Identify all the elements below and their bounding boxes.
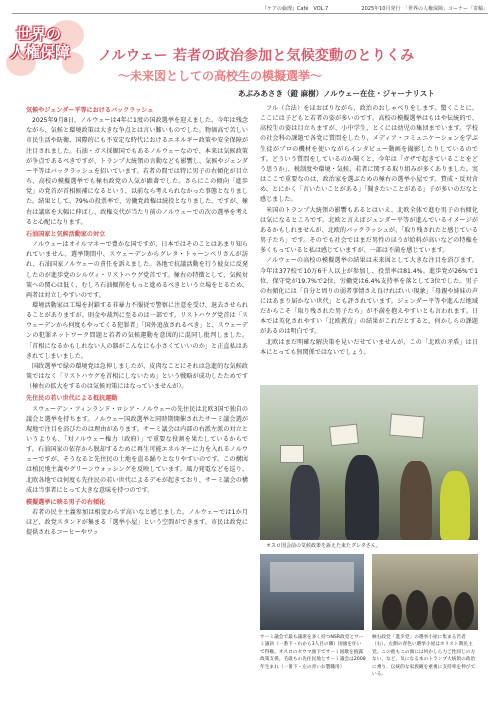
photo-sami-parliament: [260, 554, 364, 630]
paragraph: 若者の民主主義参加は相変わらず高いなと感じました。ノルウェーでは1か月ほど、政党スタンドが集まる「選挙小屋」という空間ができます。市民は政党に提供されるコーヒーやワッ: [26, 509, 248, 537]
section-heading: 先住民の若い世代による抵抗運動: [26, 395, 118, 403]
header-section: 2025年10月発行 「世界の人権保障」コーナー「寄稿」: [361, 6, 488, 12]
paragraph: ノルウェーの高校の模擬選挙の結果は未来図として大きな注目を浴びます。今年は377校で10万6千人以上が参加し、投票率は81.4%。進歩党が26%で1位、保守党が19.7%で2位、労働党は6.4%支持率を落として3位でした。男子の右傾化には「自分と周りの弱者事情さえ良ければいい現象」「母親や姉妹の声にはあまり届かない世代」とも評されています。ジェンダー平等や進んだ地域だからこそ「取り残された男子たち」が不満を抱えやすいとも言われます。日本では英化されやすい「北欧教育」の結果がこれだとすると、何かしらの課題があるのは明白です。: [260, 257, 478, 336]
article-title: ノルウェー 若者の政治参加と気候変動のとりくみ: [98, 48, 415, 64]
crowd-figure: [454, 592, 474, 630]
paragraph: 環境活動家は工場を封鎖する非暴力不服従で警察に注意を受け、退去させられることがありますが、則金や裁判に至るのは一部です。リストハウグ党首は「スウェーデンから何度もやってくる犯罪者」「国外追放されるべき」と、スウェーデンの犯罪ネットワーク問題と若者の気候運動を意図的に混同し批判しました。「首相になるかもしれない人の器がこんなにも小さくていいのか」と正直私はあきれてしまいました。: [26, 301, 248, 360]
photo-caption-main: オスロ国会前の気候政策を訴えた束たグレタさん。: [266, 543, 382, 549]
stage-screen: [270, 562, 354, 592]
paragraph: スウェーデン・フィンランド・ロシア・ノルウェーの先住民は北欧3国で独自の議会と選挙を持ちます。ノルウェー国政選挙と同時期開催されたサーミ議会選が現地で注目を浴びたのは理由があります。サーミ議会は内部の右派左派の対立というよりも、「対ノルウェー権力（政府）」で重要な役割を果たしているからです。石油国家の依存から脱却するために再生可能エネルギーに力を入れるノルウェーですが、そうなると先住民の土地を盗る踊りとなりやすいのです。この構図は植民地主義やグリーンウォッシングを反映しています。風力発電などを巡り、北欧各地では何度も先住民の若い世代によるデモが起きており、サーミ議会の構成は当事者にとって大きな意味を持つのです。: [26, 405, 248, 494]
article-subtitle: ～未来図としての高校生の模擬選挙～: [118, 69, 323, 83]
crowd-figure: [432, 596, 452, 630]
badge-line-1: 世界の: [16, 25, 62, 43]
protest-sign: [329, 424, 359, 447]
header-issue: 『ケアの倫理』Café VOL.7: [262, 6, 329, 12]
right-column: [260, 104, 478, 358]
paragraph: 2025年9月8日、ノルウェーは4年に1度の国政選挙を迎えました。今年は残念ながら、気候と環境政策は大きな争点とは言い難いものでした。物価高で苦しい市民生活や防衛、国際的にも不安定な時代におけるエネルギー政策や安全保障が注目されました。石油・ガス採掘国でもあるノルウェーなので、本来は気候政策が争点であるべきですが、トランプ大統領の言動なども影響し、気候やジェンダー平等はバックラッシュを招いています。若者の間では特に男子の右傾化が目立ち、高校の模擬選挙でも極右政党の人気が顕著でした。さらにこの傾向「進歩党」の党首が首相候補になるという、以前なら考えられなかった事態となりました。結果として、79%の投票率で、労働党政権は続投となりました。ですが、極右は議席を大幅に伸ばし、政権交代が当たり前のノルウェーでの次の選挙を考えると心配になります。: [26, 117, 248, 226]
section-heading: 石油国家と気候活動家の対立: [26, 230, 106, 238]
paragraph: 米国のトランプ大統領の影響もあるとはいえ、北欧全体で進む男子の右傾化は気になるところです。北欧と言えばジェンダー平等が進んでいるイメージがあるかもしれませんが、北欧的バックラッシュが、「取り残されたと感じている男子たち」です。そのでも社会ではまだ男性のほうが給料が高いなどの特権を多くもっていると私は感じていますが、一部は不満を感じています。: [260, 206, 478, 255]
crowd-figure: [382, 594, 402, 630]
protest-sign: [280, 445, 304, 463]
section-heading: 模擬選挙に映る男子の右傾化: [26, 498, 106, 506]
paragraph: フル（合法）をほおばりながら、政治のおしゃべりをします。驚くことに、ここには子どもと若者の姿が多いのです。高校の模擬選挙はもはや伝統的で、高校生の姿は目立ちますが、小中学生、とくには幼児の集団までいます。学校の社会科の課題で各党に質問をしたり、メディア・コミュニケーションを学ぶ生徒がプロの機材を使いながらインタビュー動画を撮影したりしているのです。どういう質問をしているのか聞くと、今年は「ガザで起きていることをどう思うか」、税制度や環境・気候、若者に関する取り組みが多くありました。実はここで重要なのは、政治家を選ぶための極右の選挙小屋です。賛成・反対含め、とにかく「言いたいことがある」「聞きたいことがある」子が多いのだなと感じました。: [260, 105, 478, 204]
section-badge: [10, 20, 88, 78]
crowd-figure: [406, 590, 428, 630]
paragraph: ノルウェーはオイルマネーで豊かな国ですが、日本ではそのことはあまり知られていません。選挙期間中、スウェーデンからグレタ・トゥーンベリさんが訪れ、石油国家ノルウェーの責任を訴えました。各地で抗議活動を行う彼女に反発したのが進歩党のシルヴィ・リストハウグ党首です。極右の特徴として、気候対策への関心は低く、むしろ石油掘削をもっと進めるべきという立場をとるため、両者は対立しやすいのです。: [26, 241, 248, 299]
photo-election-hut: [372, 554, 478, 630]
photo-caption-sami: サーミ議会で最も議席を多く持つNSR政党とサーミ議員（一番下・右から3人目の隣）国旗を住いで得権。オスロのセウマ旗下でサーミ国歌を披露 政策支援。毛歳もの先住民地とサーミ議会は2008年生まれ（一番下・左の青いお製職用）: [260, 635, 368, 670]
protester: [290, 465, 320, 540]
page-header: [0, 0, 500, 14]
section-heading: 気候やジェンダー平等におけるバックラッシュ: [26, 107, 154, 114]
left-column: [26, 104, 248, 539]
photo-greta-protest: [260, 385, 478, 540]
protester: [400, 461, 432, 540]
author-byline: あぶみあさき（鐙 麻樹）ノルウェー在住・ジャーナリスト: [238, 89, 435, 98]
photo-caption-hut: 極右政党「進歩党」の選挙小屋に集まる若者（右）。左側の青色い選挙小屋はホリスト教民主党。この他もこの旗には何かしら力ご性同じの方ない。など、気になる本のトランプ大統領の政治に乗り、伝統的な家族観を重視に支持率を伸びている。: [372, 635, 476, 678]
paragraph: 北欧はまだ明確な解決策を見いだせていませんが、この「北欧の矛盾」は日本にとっても無関係ではないでしょう。: [260, 338, 478, 356]
protester: [440, 471, 470, 540]
header-rule: [12, 13, 488, 14]
badge-line-2: 人権保障: [10, 43, 71, 61]
protest-sign: [389, 414, 425, 439]
protester: [345, 455, 379, 540]
paragraph: 国政選挙で緑の環境党は急伸しましたが、皮肉なことにそれは急進的な気候政策ではなく「リストハウグを首相にしないため」という戦略が成功したためです（極右の拡大をするのは気候対策にはなっていませんが）。: [26, 362, 248, 391]
